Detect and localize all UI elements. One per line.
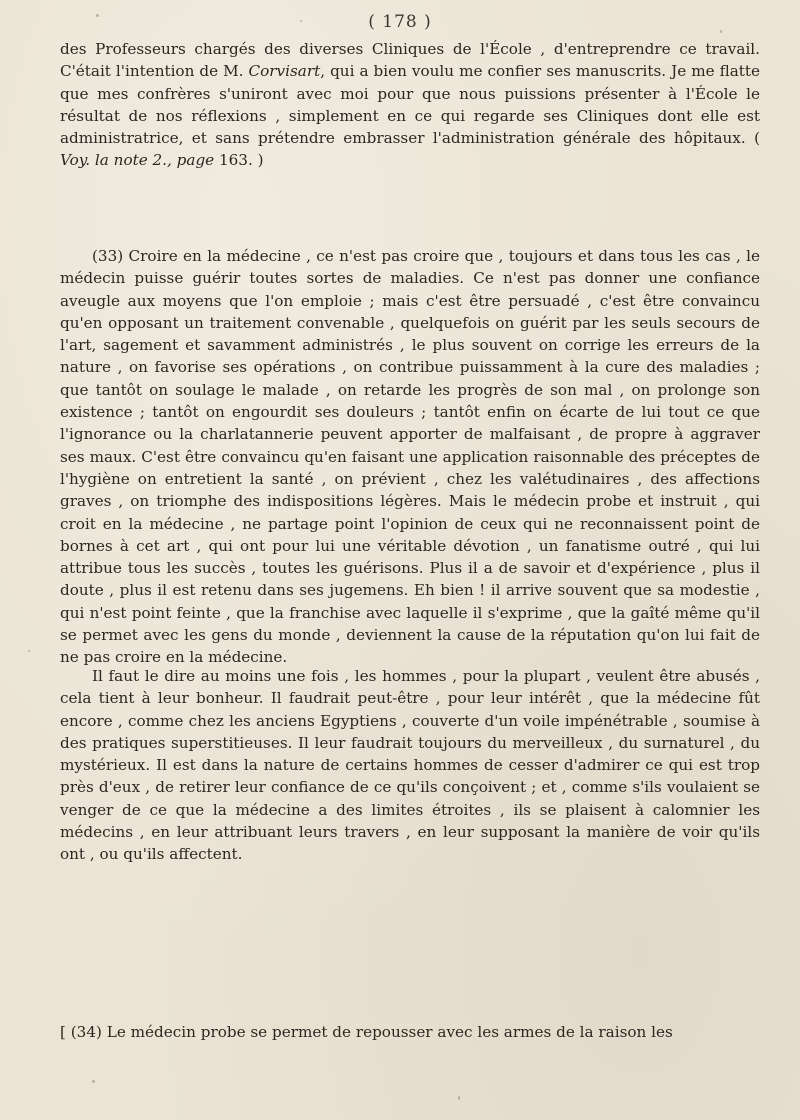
paper-speck [458,1096,460,1100]
paragraph-1-text-a: des Professeurs chargés des diverses Cliniques de l'École , d'entreprendre ce travail. C'était l'intention de M. [60,40,760,81]
note-34-start [60,1021,760,1043]
paragraph-continuation [60,38,760,172]
note-33-continued [60,665,760,866]
paragraph-2: (33) Croire en la médecine , ce n'est pas croire que , toujours et dans tous les cas , le médecin puisse guérir toutes sortes de maladies. Ce n'est pas donner une confiance aveugle aux moyens que l'on emploie ; mais c'est être persuadé , c'est être convaincu qu'en opposant un traitement convenable , quelquefois on guérit par les seuls secours de l'art, sagement et savamment administrés , le plus souvent on corrige les erreurs de la nature , on favorise ses opérations , on contribue puissamment à la cure des maladies ; que tantôt on soulage le malade , on retarde les progrès de son mal , on prolonge son existence ; tantôt on engourdit ses douleurs ; tantôt enfin on écarte de lui tout ce que l'ignorance ou la charlatannerie peuvent apporter de malfaisant , de propre à aggraver ses maux. C'est être convaincu qu'en faisant une application raisonnable des préceptes de l'hygiène on entretient la santé , on prévient , chez les valétudinaires , des affections graves , on triomphe des indispositions légères. Mais le médecin probe et instruit , qui croit en la médecine , ne partage point l'opinion de ceux qui ne reconnaissent point de bornes à cet art , qui ont pour lui une véritable dévotion , un fanatisme outré , qui lui attribue tous les succès , toutes les guérisons. Plus il a de savoir et d'expérience , plus il doute , plus il est retenu dans ses jugemens. Eh bien ! il arrive souvent que sa modestie , qui n'est point feinte , que la franchise avec laquelle il s'exprime , que la gaîté même qu'il se permet avec les gens du monde , deviennent la cause de la réputation qu'on lui fait de ne pas croire en la médecine. [60,247,760,667]
paragraph-1-text-b: , qui a bien voulu me confier ses manuscrits. Je me flatte que mes confrères s'uniront avec moi pour que nous puissions présenter à l'École le résultat de nos réflexions , simplement en ce qui regarde ses Cliniques dont elle est administratrice, et sans prétendre embrasser l'administration générale des hôpitaux. ( [60,62,761,148]
author-name: Corvisart [248,62,321,81]
paragraph-4: [ (34) Le médecin probe se permet de repousser avec les armes de la raison les [60,1023,673,1041]
paper-speck [720,30,722,33]
paragraph-3: Il faut le dire au moins une fois , les hommes , pour la plupart , veulent être abusés , cela tient à leur bonheur. Il faudrait peut-être , pour leur intérêt , que la médecine fût encore , comme chez les anciens Egyptiens , couverte d'un voile impénétrable , soumise à des pratiques superstitieuses. Il leur faudrait toujours du merveilleux , du surnaturel , du mystérieux. Il est dans la nature de certains hommes de cesser d'admirer ce qui est trop près d'eux , de retirer leur confiance de ce qu'ils conçoivent ; et , comme s'ils voulaient se venger de ce que la médecine a des limites étroites , ils se plaisent à calomnier les médecins , en leur attribuant leurs travers , en leur supposant la manière de voir qu'ils ont , ou qu'ils affectent. [60,667,760,864]
paper-speck [300,20,302,22]
paragraph-1 [60,38,760,172]
paragraph-1-text-c: 163. ) [214,151,264,170]
paper-speck [28,650,30,652]
paper-speck [96,14,99,17]
page-number: ( 178 ) [368,12,432,32]
note-33 [60,245,760,669]
note-reference: Voy. la note 2., page [60,151,215,170]
paper-speck [92,1080,95,1083]
